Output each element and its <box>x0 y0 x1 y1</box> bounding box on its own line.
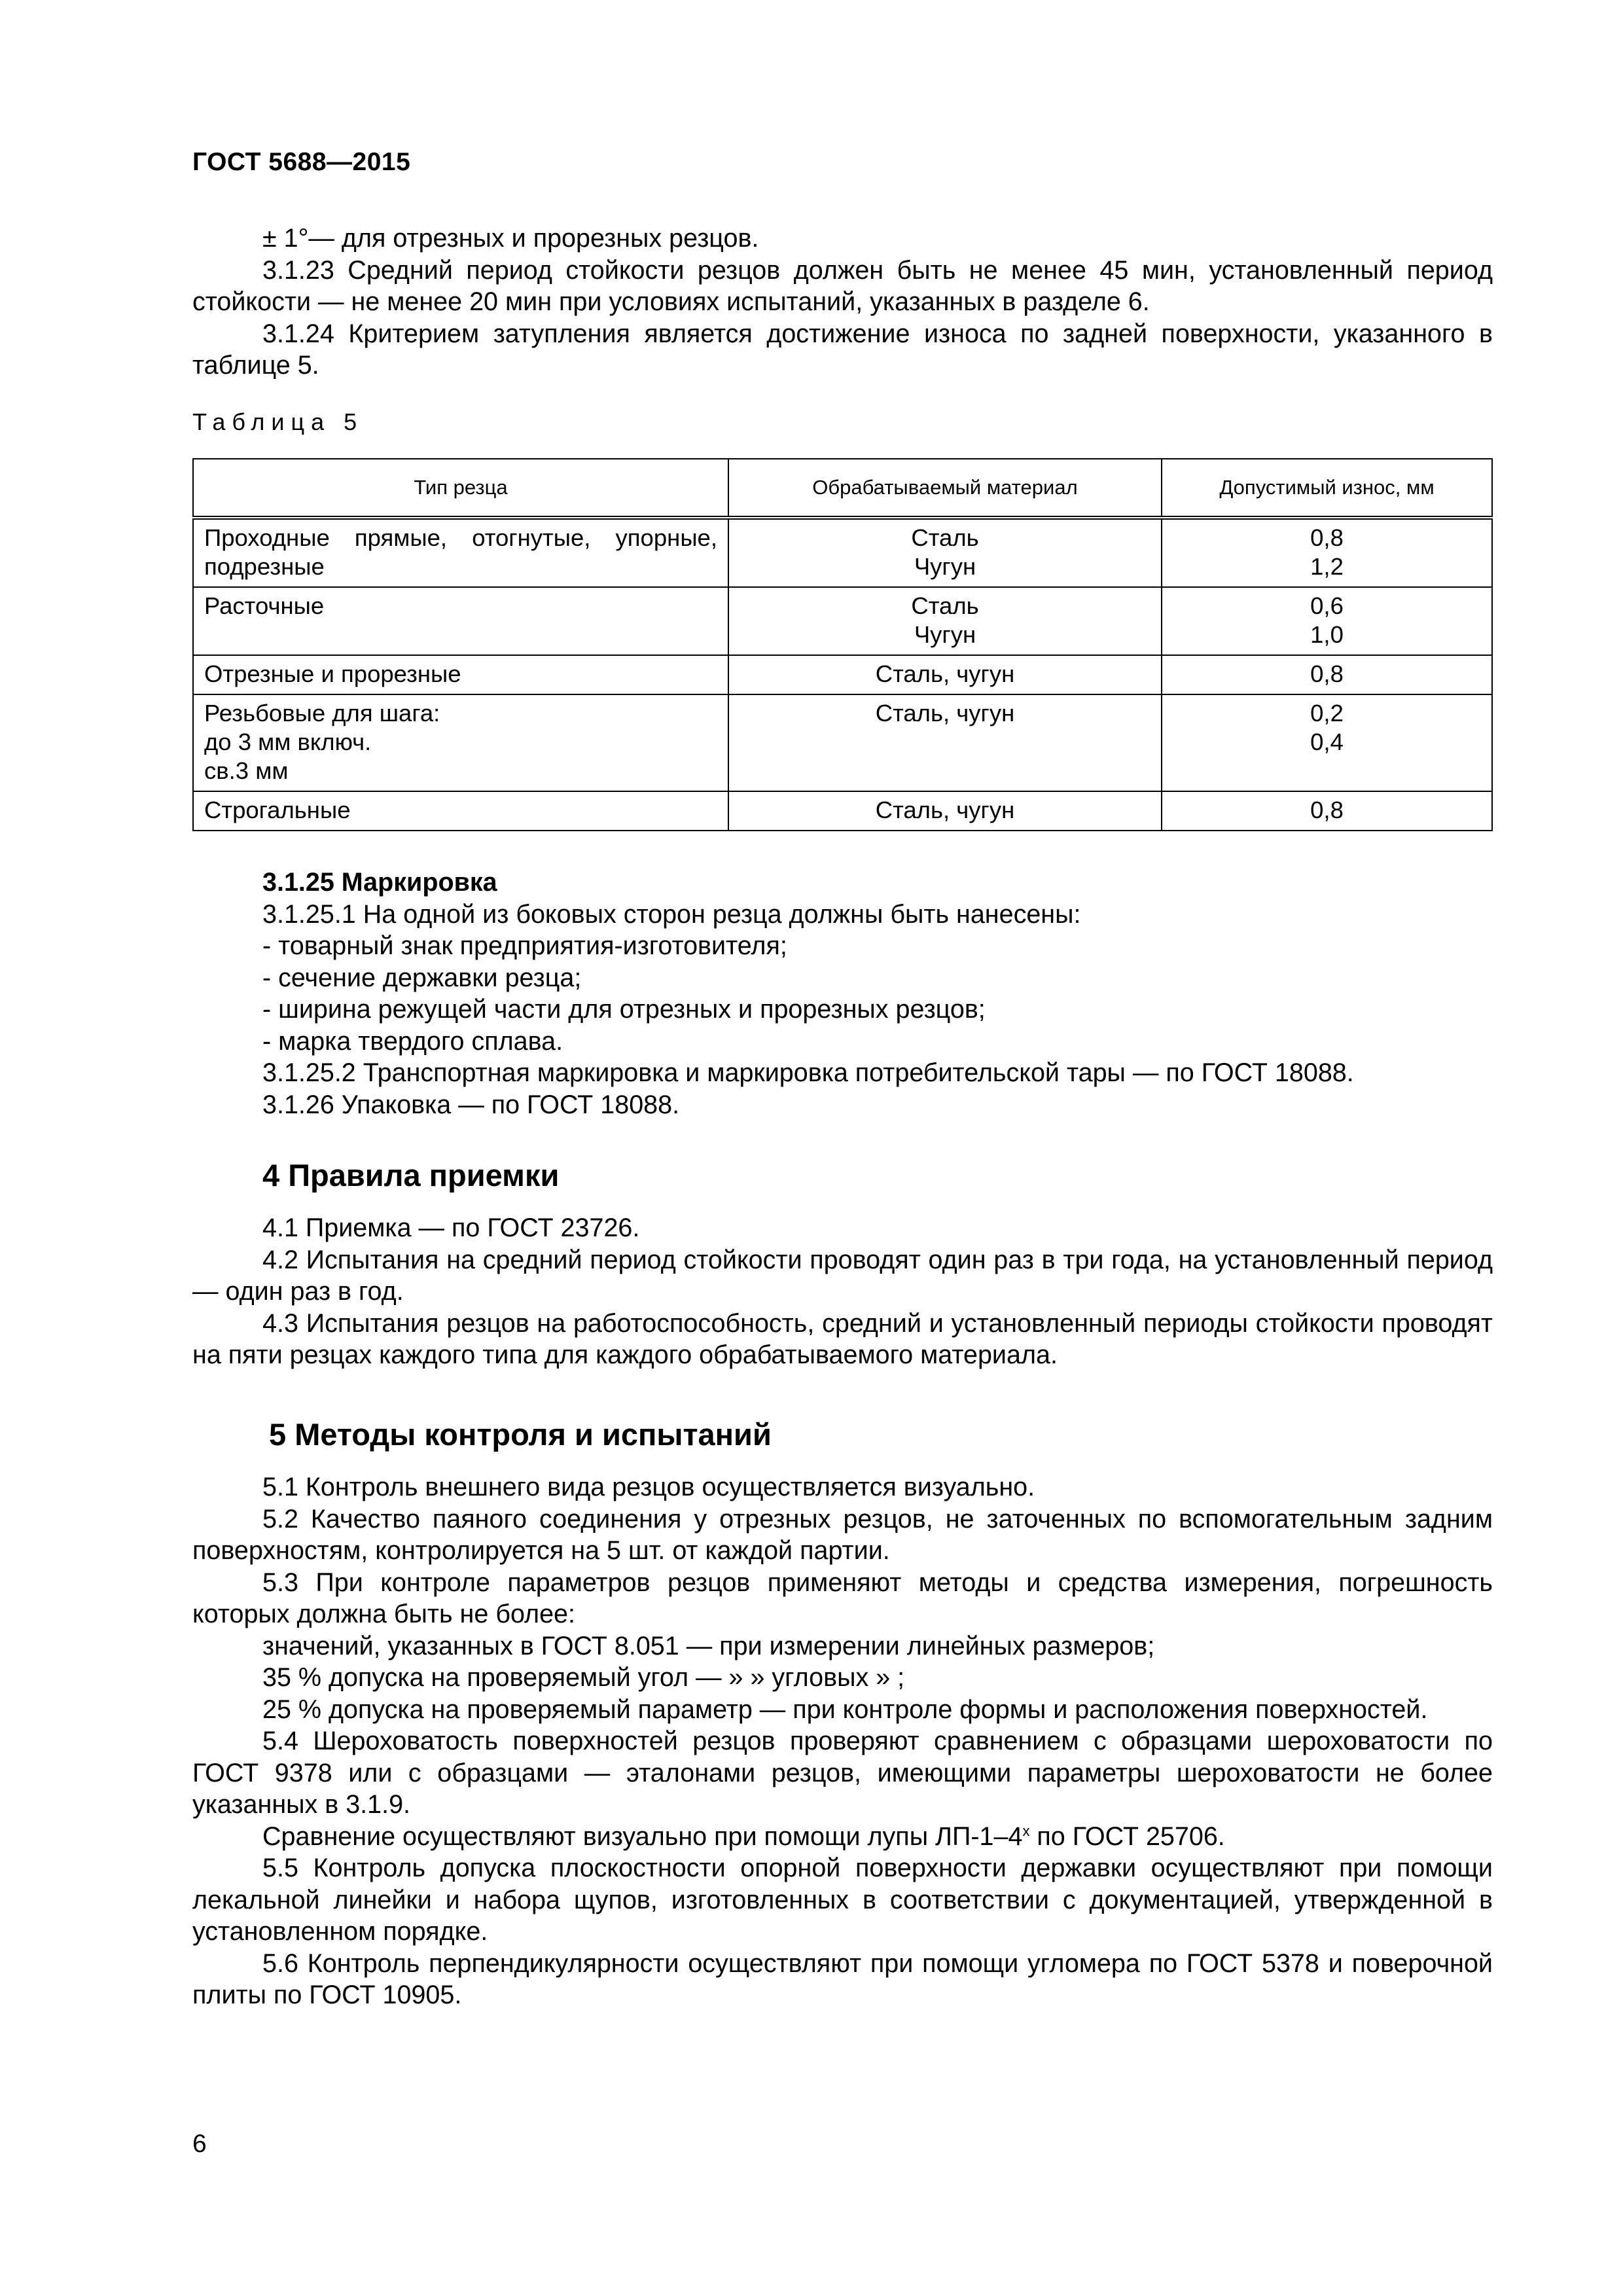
paragraph: 5.1 Контроль внешнего вида резцов осуществляется визуально. <box>262 1473 1035 1501</box>
text-run: по ГОСТ 25706. <box>1029 1821 1225 1851</box>
cell-line: до 3 мм включ. <box>204 728 372 755</box>
table-row <box>193 791 1492 831</box>
paragraph: 3.1.24 Критерием затупления является достижение износа по задней поверхности, указанного в таблице 5. <box>192 319 1493 380</box>
table-cell <box>1162 694 1492 791</box>
table-cell <box>193 694 728 791</box>
column-header: Тип резца <box>193 459 728 518</box>
column-header: Обрабатываемый материал <box>728 459 1162 518</box>
cell-line: Чугун <box>914 621 976 648</box>
paragraph: 5.4 Шероховатость поверхностей резцов проверяют сравнением с образцами шероховатости по ГОСТ 9378 или с образцами — эталонами резцов, имеющими параметры шероховатости не более указанных в 3.1.9. <box>192 1727 1493 1819</box>
paragraph <box>192 1821 1493 1853</box>
paragraph: 3.1.23 Средний период стойкости резцов должен быть не менее 45 мин, установленный период стойкости — не менее 20 мин при условиях испытаний, указанных в разделе 6. <box>192 255 1493 316</box>
paragraph: 3.1.25.2 Транспортная маркировка и маркировка потребительской тары — по ГОСТ 18088. <box>262 1058 1354 1087</box>
cell-line: Сталь <box>911 524 979 551</box>
table-cell <box>728 518 1162 587</box>
paragraph: 3.1.26 Упаковка — по ГОСТ 18088. <box>262 1090 680 1119</box>
table-row <box>193 694 1492 791</box>
list-item: - марка твердого сплава. <box>262 1026 563 1056</box>
paragraph: ± 1°— для отрезных и прорезных резцов. <box>262 224 759 253</box>
cell-line: 0,2 <box>1310 700 1344 726</box>
paragraph: 4.3 Испытания резцов на работоспособность, средний и установленный периоды стойкости проводят на пяти резцах каждого типа для каждого обрабатываемого материала. <box>192 1308 1493 1369</box>
table-cell: Сталь, чугун <box>728 655 1162 694</box>
cell-line: 0,8 <box>1310 524 1344 551</box>
section-title: 5 Методы контроля и испытаний <box>269 1417 772 1452</box>
table-row <box>193 518 1492 587</box>
cell-line: 1,2 <box>1310 553 1344 580</box>
cell-line: 0,4 <box>1310 728 1344 755</box>
table-cell: Сталь, чугун <box>728 694 1162 791</box>
table-cell: Строгальные <box>193 791 728 831</box>
section-title: 4 Правила приемки <box>262 1158 560 1193</box>
table-cell: Сталь, чугун <box>728 791 1162 831</box>
paragraph: 5.2 Качество паяного соединения у отрезных резцов, не заточенных по вспомогательным задним поверхностям, контролируется на 5 шт. от каждой партии. <box>192 1504 1493 1565</box>
table-cell: Отрезные и прорезные <box>193 655 728 694</box>
cell-line: Резьбовые для шага: <box>204 700 440 726</box>
document-code: ГОСТ 5688—2015 <box>192 148 411 176</box>
paragraph: 5.5 Контроль допуска плоскостности опорной поверхности державки осуществляют при помощи лекальной линейки и набора щупов, изготовленных в соответствии с документацией, утвержденной в установленном порядке. <box>192 1854 1493 1946</box>
column-header: Допустимый износ, мм <box>1162 459 1492 518</box>
marking-section <box>192 867 1493 1121</box>
paragraph: 5.6 Контроль перпендикулярности осуществляют при помощи угломера по ГОСТ 5378 и поверочной плиты по ГОСТ 10905. <box>192 1948 1493 2009</box>
table-header-row <box>193 459 1492 518</box>
list-item: - ширина режущей части для отрезных и прорезных резцов; <box>262 995 986 1024</box>
table-cell: Проходные прямые, отогнутые, упорные, подрезные <box>193 518 728 587</box>
wear-table <box>192 458 1493 831</box>
list-item: - товарный знак предприятия-изготовителя; <box>262 931 787 960</box>
table-cell <box>1162 587 1492 655</box>
paragraph: 4.1 Приемка — по ГОСТ 23726. <box>262 1213 640 1242</box>
table-cell <box>1162 518 1492 587</box>
table-cell: 0,8 <box>1162 791 1492 831</box>
table-cell: Расточные <box>193 587 728 655</box>
paragraph: 4.2 Испытания на средний период стойкости проводят один раз в три года, на установленный период — один раз в год. <box>192 1245 1493 1306</box>
table-row <box>193 655 1492 694</box>
cell-line: Чугун <box>914 553 976 580</box>
intro-text <box>192 223 1493 382</box>
paragraph: 3.1.25.1 На одной из боковых сторон резца должны быть нанесены: <box>262 899 1081 929</box>
subsection-title: 3.1.25 Маркировка <box>262 868 497 897</box>
section-4 <box>192 1156 1493 1371</box>
list-item: 35 % допуска на проверяемый угол — » » угловых » ; <box>262 1663 905 1692</box>
text-run: Сравнение осуществляют визуально при помощи лупы ЛП-1–4 <box>262 1821 1023 1851</box>
cell-line: св.3 мм <box>204 757 289 784</box>
list-item: значений, указанных в ГОСТ 8.051 — при измерении линейных размеров; <box>262 1631 1155 1660</box>
table-row <box>193 587 1492 655</box>
cell-line: 1,0 <box>1310 621 1344 648</box>
paragraph: 5.3 При контроле параметров резцов применяют методы и средства измерения, погрешность которых должна быть не более: <box>192 1568 1493 1628</box>
cell-line: Сталь <box>911 592 979 619</box>
page-number: 6 <box>192 2130 207 2158</box>
table-caption: Таблица 5 <box>192 408 364 435</box>
list-item: - сечение державки резца; <box>262 963 582 992</box>
table-cell: 0,8 <box>1162 655 1492 694</box>
superscript: x <box>1022 1822 1030 1839</box>
section-5 <box>192 1415 1493 2011</box>
table-cell <box>728 587 1162 655</box>
list-item: 25 % допуска на проверяемый параметр — при контроле формы и расположения поверхностей. <box>262 1695 1428 1724</box>
cell-line: 0,6 <box>1310 592 1344 619</box>
